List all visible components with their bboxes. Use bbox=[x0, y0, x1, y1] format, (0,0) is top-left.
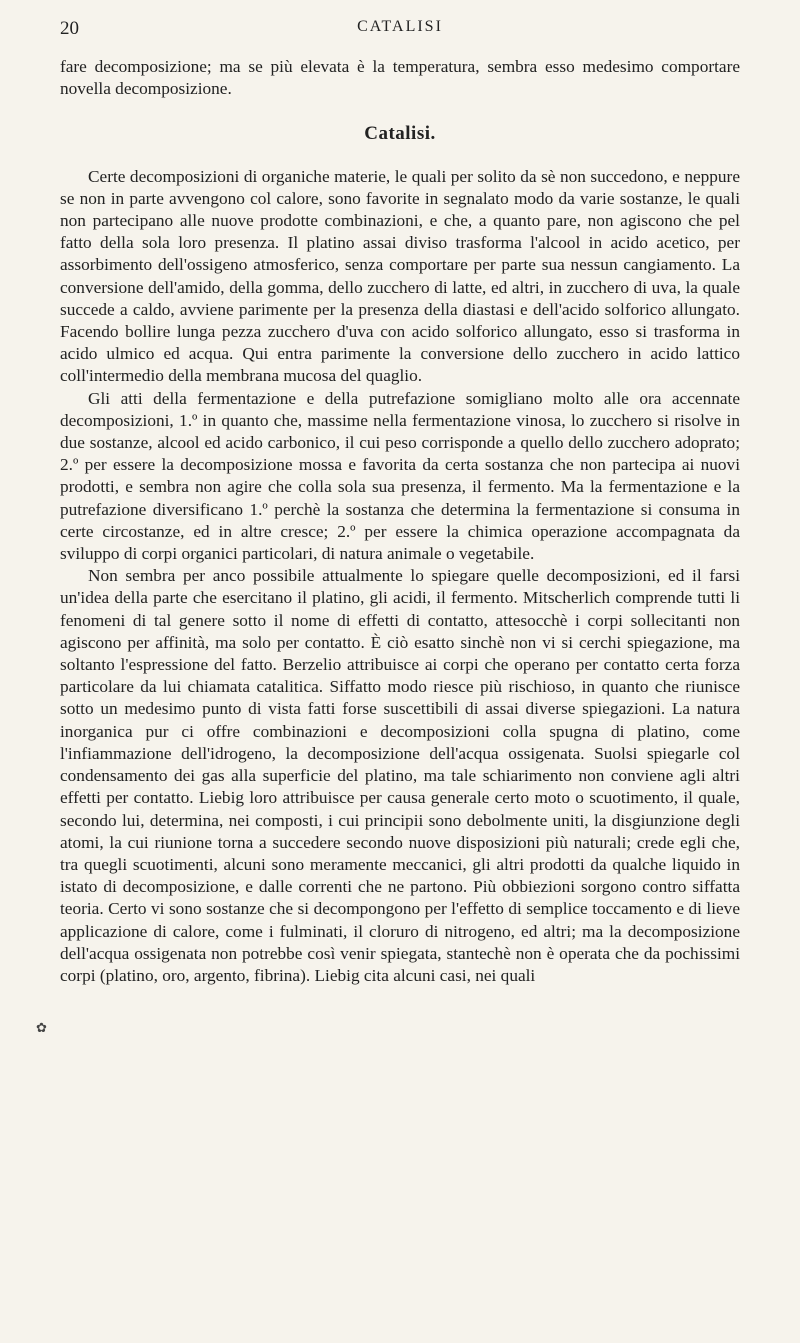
opening-text: fare decomposizione; ma se più elevata è la temperatura, sembra esso medesimo comportare novella decomposizione. bbox=[60, 57, 740, 99]
page-header bbox=[60, 18, 740, 42]
paragraph-1: Certe decomposizioni di organiche materie, le quali per solito da sè non succedono, e neppure se non in parte avvengono col calore, sono favorite in segnalato modo da varie sostanze, le quali non partecipano alle nuove prodotte combinazioni, e che, a quanto pare, non agiscono che pel fatto della sola loro presenza. Il platino assai diviso trasforma l'alcool in acido acetico, per assorbimento dell'ossigeno atmosferico, senza comportare per parte sua nessun cangiamento. La conversione dell'amido, della gomma, dello zucchero di latte, ed altri, in zucchero di uva, la quale succede a caldo, avviene parimente per la presenza della diastasi e dell'acido solforico allungato. Facendo bollire lunga pezza zucchero d'uva con acido solforico allungato, esso si trasforma in acido ulmico ed acqua. Qui entra parimente la conversione dello zucchero in acido lattico coll'intermedio della membrana mucosa del quaglio. bbox=[60, 166, 740, 386]
paragraph-2: Gli atti della fermentazione e della putrefazione somigliano molto alle ora accennate decomposizioni, 1.º in quanto che, massime nella fermentazione vinosa, lo zucchero si risolve in due sostanze, alcool ed acido carbonico, il cui peso corrisponde a quello dello zucchero adoprato; 2.º per essere la decomposizione mossa e favorita da certa sostanza che non partecipa ai nuovi prodotti, e sembra non agire che colla sola sua presenza, il fermento. Ma la fermentazione e la putrefazione diversificano 1.º perchè la sostanza che determina la fermentazione si consuma in certe circostanze, ed in altre cresce; 2.º per essere la chimica operazione accompagnata da sviluppo di corpi organici particolari, di natura animale o vegetabile. bbox=[60, 388, 740, 564]
ink-spot-icon: ✿ bbox=[36, 1020, 47, 1035]
running-head: CATALISI bbox=[357, 18, 443, 35]
paragraph-3: Non sembra per anco possibile attualmente lo spiegare quelle decomposizioni, ed il farsi un'idea della parte che esercitano il platino, gli acidi, il fermento. Mitscherlich comprende tutti li fenomeni di tal genere sotto il nome di effetti di contatto, attesocchè i corpi sollecitanti non agiscono per affinità, ma solo per contatto. È ciò esatto sinchè non vi si cerchi spiegazione, ma soltanto l'espressione del fatto. Berzelio attribuisce ai corpi che operano per contatto certa forza particolare da lui chiamata catalitica. Siffatto modo riesce più rischioso, in quanto che riunisce sotto un medesimo punto di vista fatti forse suscettibili di assai diverse spiegazioni. La natura inorganica pur ci offre combinazioni e decomposizioni colla spugna di platino, come l'infiammazione dell'idrogeno, la decomposizione dell'acqua ossigenata. Suolsi spiegarle col condensamento dei gas alla superficie del platino, ma tale schiarimento non conviene agli altri effetti per contatto. Liebig loro attribuisce per causa generale certo moto o scuotimento, il quale, secondo lui, determina, nei composti, i cui principii sono debolmente uniti, la disgiunzione degli atomi, la cui riunione torna a succedere secondo nuove disposizioni più naturali; crede egli che, tra quegli scuotimenti, alcuni sono meramente meccanici, gli altri prodotti da qualche liquido in istato di decomposizione, e dalle correnti che ne partono. Più obbiezioni sorgono contro siffatta teoria. Certo vi sono sostanze che si decompongono per l'effetto di semplice toccamento e di lieve applicazione di calore, come i fulminati, il cloruro di nitrogeno, ed altri; ma la decomposizione dell'acqua ossigenata non potrebbe così venir spiegata, stantechè non è operata che da pochissimi corpi (platino, oro, argento, fibrina). Liebig cita alcuni casi, nei quali bbox=[60, 566, 740, 985]
page-body bbox=[60, 56, 740, 987]
section-title: Catalisi. bbox=[364, 123, 436, 145]
page-number: 20 bbox=[60, 18, 79, 39]
